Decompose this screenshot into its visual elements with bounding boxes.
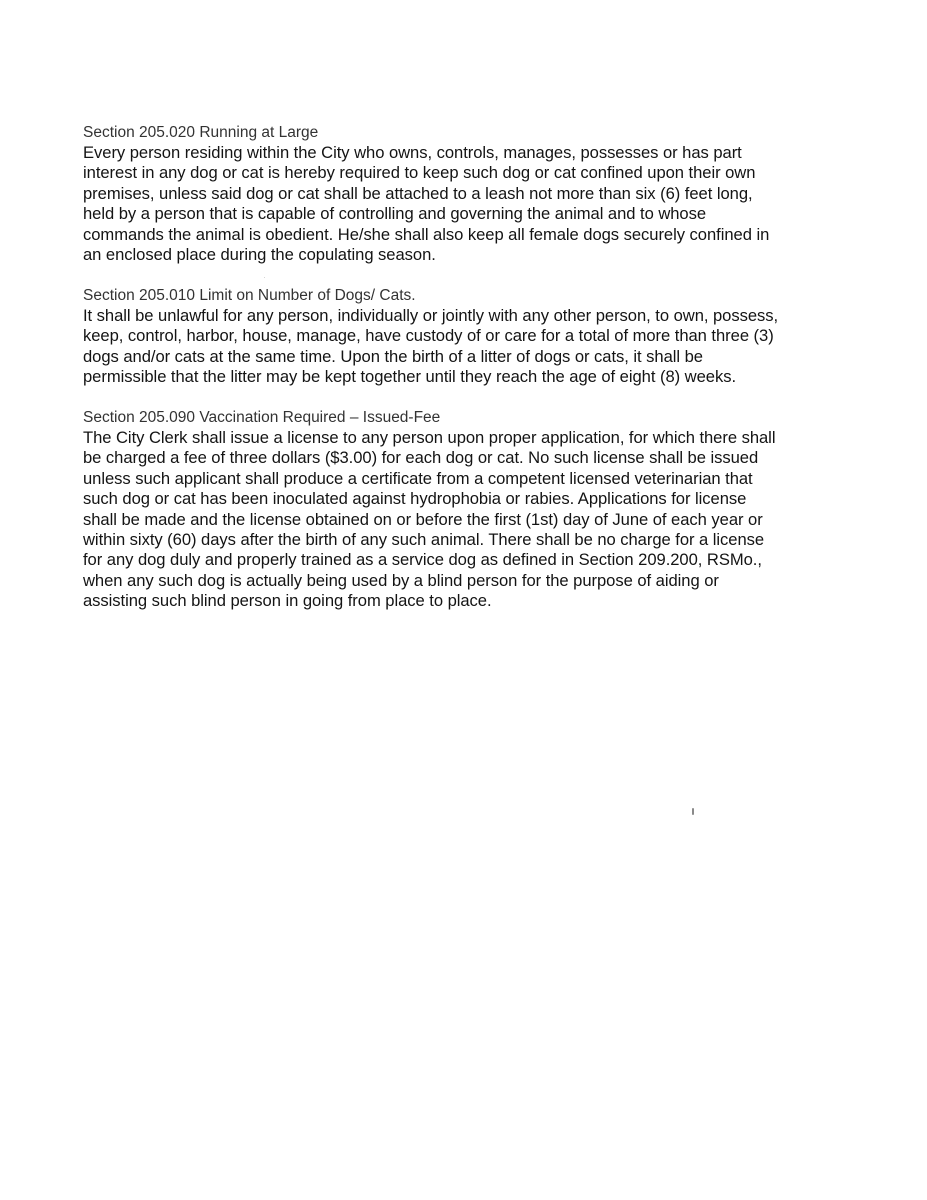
scan-speck [692,808,694,815]
section-limit-on-number [83,286,853,388]
section-body-line: assisting such blind person in going from place to place. [83,591,492,611]
section-vaccination-required [83,408,853,612]
section-title: Section 205.090 Vaccination Required – Issued-Fee [83,409,441,426]
section-body-line: such dog or cat has been inoculated against hydrophobia or rabies. Applications for license [83,489,747,509]
section-body-line: commands the animal is obedient. He/she shall also keep all female dogs securely confined in [83,224,770,244]
section-body-line: be charged a fee of three dollars ($3.00) for each dog or cat. No such license shall be issued [83,448,759,468]
section-body-line: within sixty (60) days after the birth of any such animal. There shall be no charge for a license [83,530,765,550]
scan-speck [264,277,265,278]
section-body-line: when any such dog is actually being used by a blind person for the purpose of aiding or [83,570,719,590]
section-body-line: shall be made and the license obtained on or before the first (1st) day of June of each year or [83,509,763,529]
section-body-line: for any dog duly and properly trained as a service dog as defined in Section 209.200, RSMo., [83,550,762,570]
section-body-line: interest in any dog or cat is hereby required to keep such dog or cat confined upon their own [83,163,756,183]
section-body-line: permissible that the litter may be kept together until they reach the age of eight (8) weeks. [83,367,736,387]
section-body-line: held by a person that is capable of controlling and governing the animal and to whose [83,204,707,224]
section-body-line: unless such applicant shall produce a certificate from a competent licensed veterinarian that [83,468,753,488]
section-title: Section 205.010 Limit on Number of Dogs/ Cats. [83,287,416,304]
section-body-line: an enclosed place during the copulating season. [83,245,436,265]
section-running-at-large [83,123,853,265]
section-body-line: dogs and/or cats at the same time. Upon the birth of a litter of dogs or cats, it shall be [83,346,703,366]
section-body-line: keep, control, harbor, house, manage, have custody of or care for a total of more than three (3) [83,326,774,346]
section-body-line: It shall be unlawful for any person, individually or jointly with any other person, to own, possess, [83,306,779,325]
section-body-line: premises, unless said dog or cat shall be attached to a leash not more than six (6) feet long, [83,183,753,203]
section-body-line: Every person residing within the City who owns, controls, manages, possesses or has part [83,143,742,162]
section-title: Section 205.020 Running at Large [83,124,319,141]
section-body-line: The City Clerk shall issue a license to any person upon proper application, for which there shall [83,428,776,447]
